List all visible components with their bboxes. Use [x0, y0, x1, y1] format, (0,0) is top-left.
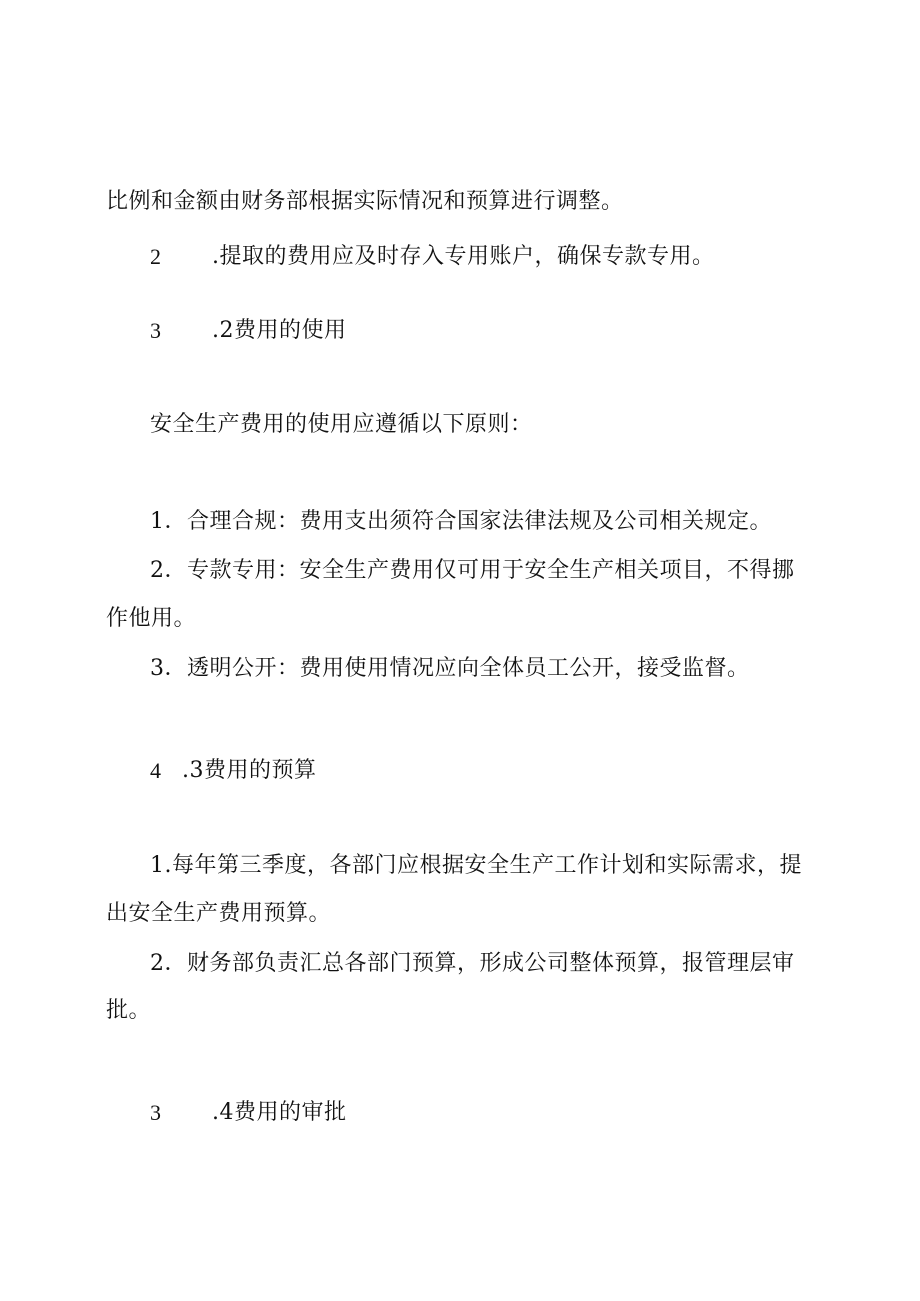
list-item: 1.每年第三季度，各部门应根据安全生产工作计划和实际需求，提: [150, 853, 802, 878]
list-item-continuation: 出安全生产费用预算。: [106, 901, 332, 926]
principles-intro: 安全生产费用的使用应遵循以下原则：: [150, 412, 533, 437]
list-item: 2．财务部负责汇总各部门预算，形成公司整体预算，报管理层审: [150, 951, 795, 976]
list-item-continuation: 作他用。: [106, 606, 197, 631]
list-item-continuation: 批。: [106, 998, 152, 1023]
list-item: 1．合理合规：费用支出须符合国家法律法规及公司相关规定。: [150, 509, 772, 534]
section-heading: .3费用的预算: [182, 758, 317, 783]
section-number: 3: [150, 318, 161, 343]
section-number: 3: [150, 1100, 161, 1125]
section-heading: .2费用的使用: [212, 318, 347, 343]
section-number: 4: [150, 758, 161, 783]
item-text: .提取的费用应及时存入专用账户，确保专款专用。: [212, 244, 715, 269]
list-item: 2．专款专用：安全生产费用仅可用于安全生产相关项目，不得挪: [150, 558, 795, 583]
list-item: 3．透明公开：费用使用情况应向全体员工公开，接受监督。: [150, 656, 750, 681]
paragraph-continuation: 比例和金额由财务部根据实际情况和预算进行调整。: [106, 189, 624, 214]
section-heading: .4费用的审批: [212, 1100, 347, 1125]
item-number: 2: [150, 244, 161, 269]
